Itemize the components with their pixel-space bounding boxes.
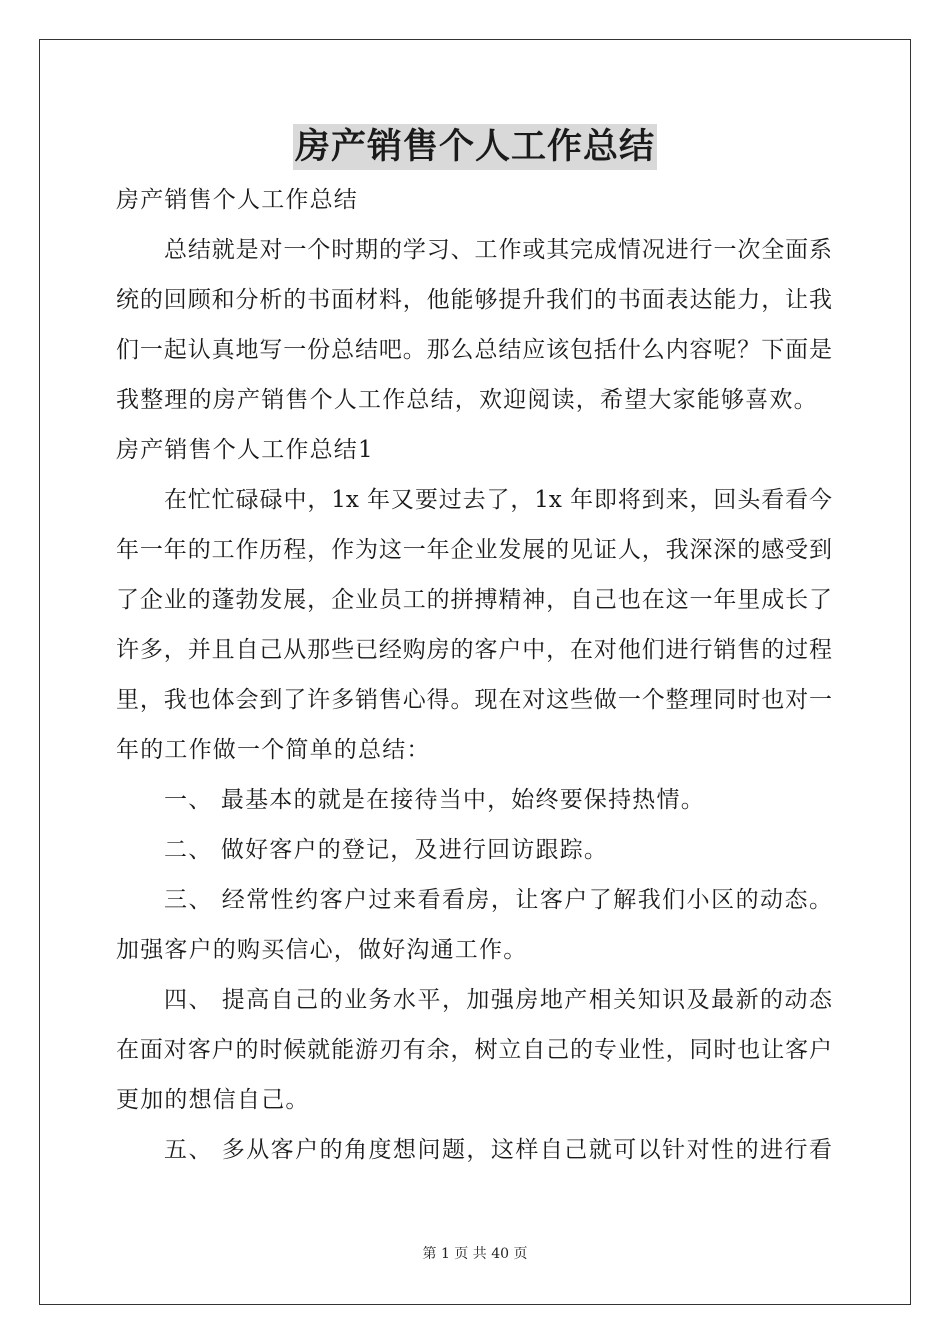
section-heading: 房产销售个人工作总结1: [116, 437, 374, 463]
text-line: 们一起认真地写一份总结吧。那么总结应该包括什么内容呢？下面是: [116, 337, 832, 363]
page-number: 第 1 页 共 40 页: [422, 1246, 528, 1262]
text-line: 里，我也体会到了许多销售心得。现在对这些做一个整理同时也对一: [116, 687, 832, 713]
list-item: 一、 最基本的就是在接待当中，始终要保持热情。: [164, 787, 705, 813]
text-line: 我整理的房产销售个人工作总结，欢迎阅读，希望大家能够喜欢。: [116, 387, 818, 413]
page-border: [39, 39, 911, 1305]
text-line: 年一年的工作历程，作为这一年企业发展的见证人，我深深的感受到: [116, 537, 832, 563]
text-line: 总结就是对一个时期的学习、工作或其完成情况进行一次全面系: [164, 237, 832, 263]
subtitle-line: 房产销售个人工作总结: [116, 187, 358, 213]
document-title: 房产销售个人工作总结: [293, 124, 657, 170]
text-line: 统的回顾和分析的书面材料，他能够提升我们的书面表达能力，让我: [116, 287, 832, 313]
text-line: 更加的想信自己。: [116, 1087, 310, 1113]
text-line: 加强客户的购买信心，做好沟通工作。: [116, 937, 528, 963]
list-item: 二、 做好客户的登记，及进行回访跟踪。: [164, 837, 609, 863]
title-container: [0, 124, 950, 170]
text-line: 了企业的蓬勃发展，企业员工的拼搏精神，自己也在这一年里成长了: [116, 587, 832, 613]
list-item: 五、 多从客户的角度想问题，这样自己就可以针对性的进行看: [164, 1137, 832, 1163]
list-item: 四、 提高自己的业务水平，加强房地产相关知识及最新的动态: [164, 987, 832, 1013]
text-line: 许多，并且自己从那些已经购房的客户中，在对他们进行销售的过程: [116, 637, 832, 663]
text-line: 年的工作做一个简单的总结：: [116, 737, 431, 763]
text-line: 在忙忙碌碌中，1x 年又要过去了，1x 年即将到来，回头看看今: [164, 487, 832, 513]
text-line: 在面对客户的时候就能游刃有余，树立自己的专业性，同时也让客户: [116, 1037, 832, 1063]
list-item: 三、 经常性约客户过来看看房，让客户了解我们小区的动态。: [164, 887, 832, 913]
